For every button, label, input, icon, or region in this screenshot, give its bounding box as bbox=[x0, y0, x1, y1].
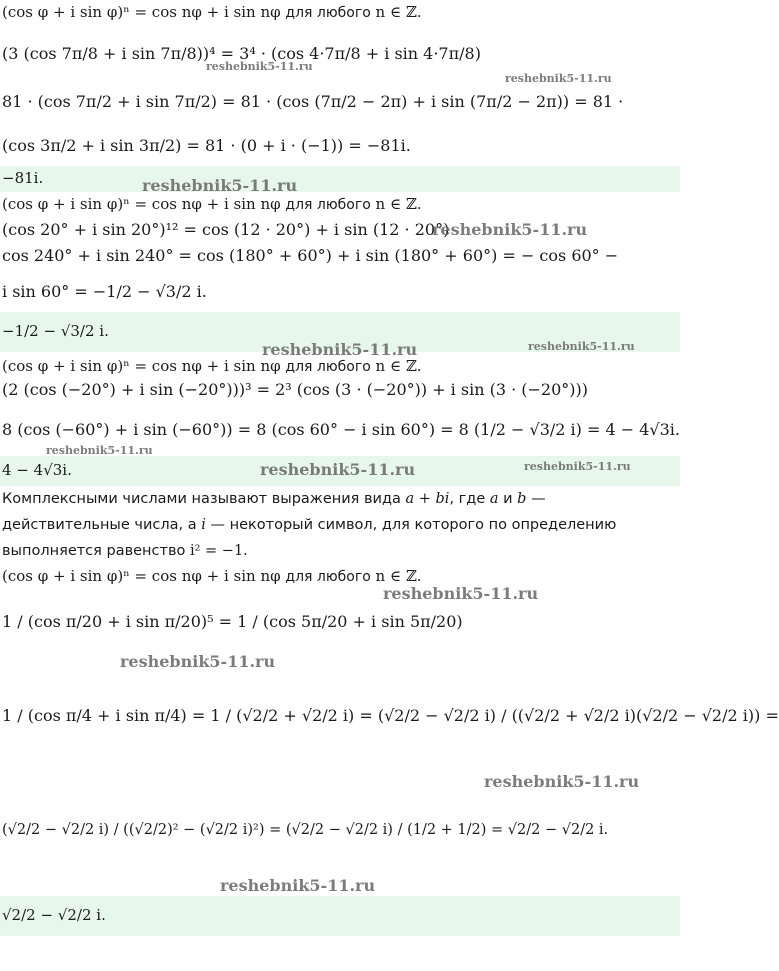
solution-1-line-3: 81 · (cos 7π/2 + i sin 7π/2) = 81 · (cos (7π/2 − 2π) + i sin (7π/2 − 2π)) = 81 · bbox=[2, 92, 624, 111]
solution-4-line-3: 1 / (cos π/4 + i sin π/4) = 1 / (√2/2 + √2/2 i) = (√2/2 − √2/2 i) / ((√2/2 + √2/2 i)(√2/2 − √2/2 i)) = bbox=[2, 706, 779, 725]
watermark: reshebnik5-11.ru bbox=[260, 460, 416, 479]
solution-4-line-2: 1 / (cos π/20 + i sin π/20)⁵ = 1 / (cos 5π/20 + i sin 5π/20) bbox=[2, 612, 463, 631]
solution-2-line-3: cos 240° + i sin 240° = cos (180° + 60°) + i sin (180° + 60°) = − cos 60° − bbox=[2, 246, 619, 265]
definition-paragraph: Комплексными числами называют выражения вида a + bi, где a и b — действительные числа, а i — некоторый символ, для которого по определению выполняется равенство i² = −1. bbox=[2, 491, 617, 559]
watermark: reshebnik5-11.ru bbox=[383, 584, 539, 603]
answer-4: √2/2 − √2/2 i. bbox=[2, 906, 106, 924]
solution-1-line-4: (cos 3π/2 + i sin 3π/2) = 81 · (0 + i · (−1)) = −81i. bbox=[2, 136, 411, 155]
solution-1-line-2: (3 (cos 7π/8 + i sin 7π/8))⁴ = 3⁴ · (cos 4·7π/8 + i sin 4·7π/8) bbox=[2, 44, 481, 63]
watermark: reshebnik5-11.ru bbox=[46, 444, 153, 457]
formula-moivre-3: (cos φ + i sin φ)ⁿ = cos nφ + i sin nφ для любого n ∈ ℤ. bbox=[2, 357, 422, 375]
answer-2: −1/2 − √3/2 i. bbox=[2, 322, 109, 340]
watermark: reshebnik5-11.ru bbox=[142, 176, 298, 195]
watermark: reshebnik5-11.ru bbox=[484, 772, 640, 791]
solution-3-line-2: (2 (cos (−20°) + i sin (−20°)))³ = 2³ (cos (3 · (−20°)) + i sin (3 · (−20°))) bbox=[2, 380, 589, 399]
formula-moivre-2: (cos φ + i sin φ)ⁿ = cos nφ + i sin nφ для любого n ∈ ℤ. bbox=[2, 195, 422, 213]
answer-3: 4 − 4√3i. bbox=[2, 461, 72, 479]
watermark: reshebnik5-11.ru bbox=[120, 652, 276, 671]
solution-4-line-4: (√2/2 − √2/2 i) / ((√2/2)² − (√2/2 i)²) = (√2/2 − √2/2 i) / (1/2 + 1/2) = √2/2 − √2/2 i. bbox=[2, 822, 609, 838]
solution-2-line-2: (cos 20° + i sin 20°)¹² = cos (12 · 20°) + i sin (12 · 20°) bbox=[2, 220, 450, 239]
solution-3-line-3: 8 (cos (−60°) + i sin (−60°)) = 8 (cos 60° − i sin 60°) = 8 (1/2 − √3/2 i) = 4 − 4√3i. bbox=[2, 420, 680, 439]
answer-box-1 bbox=[0, 166, 680, 192]
solution-2-line-4: i sin 60° = −1/2 − √3/2 i. bbox=[2, 282, 207, 301]
answer-1: −81i. bbox=[2, 169, 44, 187]
watermark: reshebnik5-11.ru bbox=[505, 72, 612, 85]
watermark: reshebnik5-11.ru bbox=[262, 340, 418, 359]
watermark: reshebnik5-11.ru bbox=[220, 876, 376, 895]
watermark: reshebnik5-11.ru bbox=[528, 340, 635, 353]
answer-box-4 bbox=[0, 896, 680, 936]
watermark: reshebnik5-11.ru bbox=[432, 220, 588, 239]
watermark: reshebnik5-11.ru bbox=[524, 460, 631, 473]
watermark: reshebnik5-11.ru bbox=[206, 60, 313, 73]
formula-moivre-4: (cos φ + i sin φ)ⁿ = cos nφ + i sin nφ для любого n ∈ ℤ. bbox=[2, 567, 422, 585]
formula-moivre-1: (cos φ + i sin φ)ⁿ = cos nφ + i sin nφ для любого n ∈ ℤ. bbox=[2, 3, 422, 21]
